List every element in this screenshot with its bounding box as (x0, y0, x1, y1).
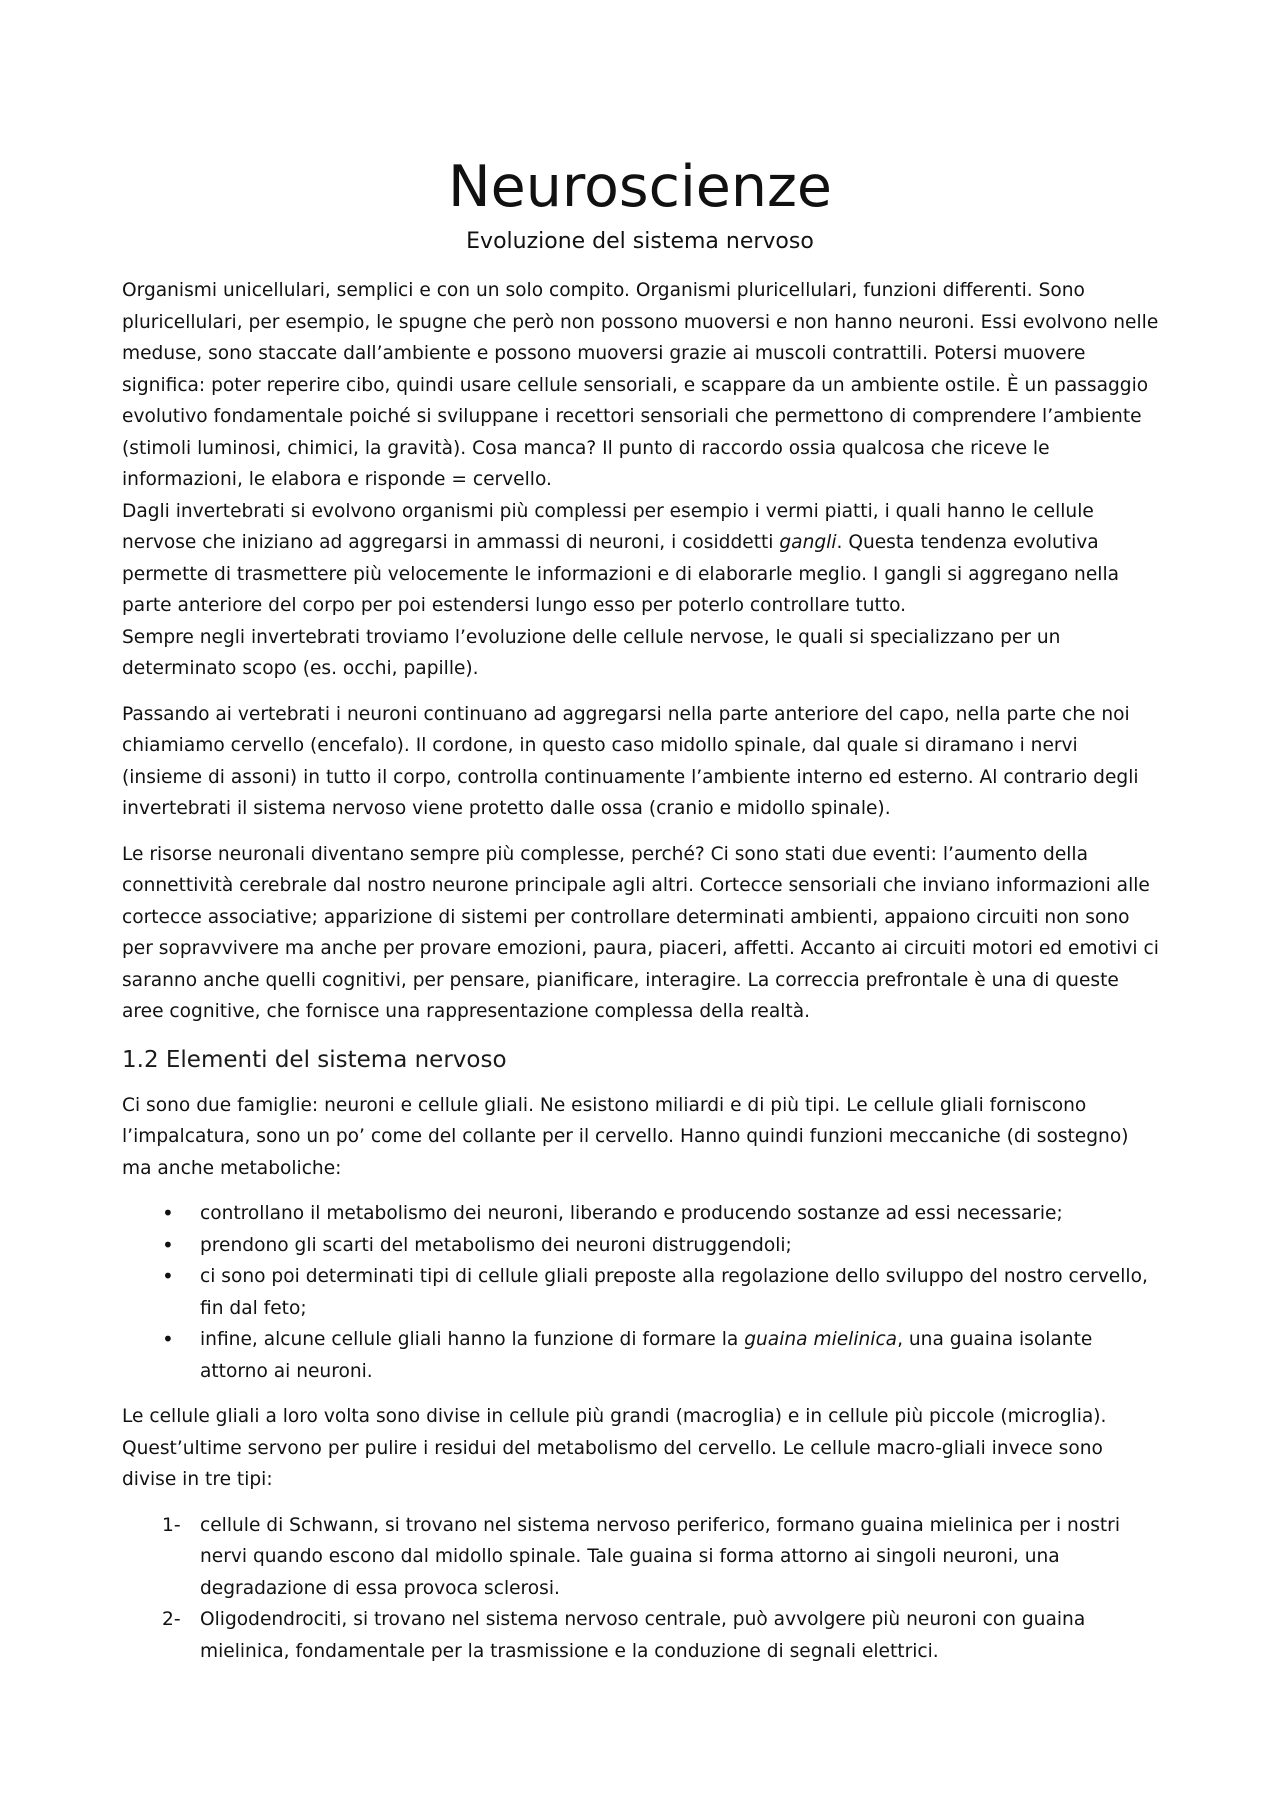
list-item-text: Oligodendrociti, si trovano nel sistema nervoso centrale, può avvolgere più neuroni con guaina mielinica, fondamentale per la trasmissione e la conduzione di segnali elettrici. (200, 1609, 1086, 1662)
list-item-text: prendono gli scarti del metabolismo dei neuroni distruggendoli; (200, 1234, 792, 1256)
list-item-text: controllano il metabolismo dei neuroni, liberando e producendo sostanze ad essi necessarie; (200, 1203, 1063, 1224)
bullet-icon: • (162, 1264, 174, 1288)
paragraph-neural-resources: Le risorse neuronali diventano sempre più complesse, perché? Ci sono stati due eventi: l’aumento della connettività cerebrale dal nostro neurone principale agli altri. Cortecce sensoriali che inviano informazioni alle cortecce associative; apparizione di sistemi per controllare determinati ambienti, appaiono circuiti non sono per sopravvivere ma anche per provare emozioni, paura, piaceri, affetti. Accanto ai circuiti motori ed emotivi ci saranno anche quelli cognitivi, per pensare, pianificare, interagire. La correccia prefrontale è una di queste aree cognitive, che fornisce una rappresentazione complessa della realtà. (122, 843, 1159, 1022)
section-heading: 1.2 Elementi del sistema nervoso (122, 1046, 507, 1073)
paragraph-specialization: Sempre negli invertebrati troviamo l’evoluzione delle cellule nervose, le quali si specializzano per un determinato scopo (es. occhi, papille). (122, 626, 1061, 679)
bullet-icon: • (162, 1327, 174, 1351)
document-body (122, 275, 1162, 1681)
macroglia-types-list (122, 1510, 1162, 1668)
paragraph-invertebrates-text-b: . Questa tendenza evolutiva permette di trasmettere più velocemente le informazioni e di elaborarle meglio. I gangli si aggregano nella parte anteriore del corpo per poi estendersi lungo esso per poterlo controllare tutto. (122, 532, 1119, 616)
bullet-icon: • (162, 1201, 174, 1225)
paragraph-invertebrates (122, 496, 1162, 622)
list-number: 2- (162, 1609, 181, 1630)
paragraph-vertebrates: Passando ai vertebrati i neuroni continuano ad aggregarsi nella parte anteriore del capo, nella parte che noi chiamiamo cervello (encefalo). Il cordone, in questo caso midollo spinale, dal quale si diramano i nervi (insieme di assoni) in tutto il corpo, controlla continuamente l’ambiente interno ed esterno. Al contrario degli invertebrati il sistema nervoso viene protetto dalle ossa (cranio e midollo spinale). (122, 703, 1139, 819)
list-item (122, 1604, 1162, 1667)
list-item-text-b: , una guaina isolante attorno ai neuroni. (200, 1329, 1093, 1382)
paragraph-unicellular: Organismi unicellulari, semplici e con un solo compito. Organismi pluricellulari, funzioni differenti. Sono pluricellulari, per esempio, le spugne che però non possono muoversi e non hanno neuroni. Essi evolvono nelle meduse, sono staccate dall’ambiente e possono muoversi grazie ai muscoli contrattili. Potersi muovere significa: poter reperire cibo, quindi usare cellule sensoriali, e scappare da un ambiente ostile. È un passaggio evolutivo fondamentale poiché si sviluppane i recettori sensoriali che permettono di comprendere l’ambiente (stimoli luminosi, chimici, la gravità). Cosa manca? Il punto di raccordo ossia qualcosa che riceve le informazioni, le elabora e risponde = cervello. (122, 280, 1159, 490)
glial-functions-list (122, 1198, 1162, 1387)
list-item (122, 1198, 1162, 1230)
term-gangli: gangli (779, 532, 837, 553)
paragraph-cell-families: Ci sono due famiglie: neuroni e cellule gliali. Ne esistono miliardi e di più tipi. Le cellule gliali forniscono l’impalcatura, sono un po’ come del collante per il cervello. Hanno quindi funzioni meccaniche (di sostegno) ma anche metaboliche: (122, 1094, 1129, 1179)
bullet-icon: • (162, 1232, 174, 1257)
list-number: 1- (162, 1514, 181, 1536)
list-item-text: ci sono poi determinati tipi di cellule gliali preposte alla regolazione dello sviluppo del nostro cervello, fin dal feto; (200, 1266, 1148, 1319)
list-item-text-a: infine, alcune cellule gliali hanno la funzione di formare la (200, 1329, 745, 1350)
list-item (122, 1230, 1162, 1262)
list-item (122, 1261, 1162, 1324)
document-title: Neuroscienze (448, 154, 832, 220)
list-item (122, 1324, 1162, 1387)
document-subtitle: Evoluzione del sistema nervoso (466, 229, 814, 254)
paragraph-invertebrates-text-a: Dagli invertebrati si evolvono organismi più complessi per esempio i vermi piatti, i quali hanno le cellule nervose che iniziano ad aggregarsi in ammassi di neuroni, i cosiddetti (122, 500, 1094, 553)
term-guaina-mielinica: guaina mielinica (744, 1329, 898, 1350)
list-item (122, 1510, 1162, 1605)
list-item-text: cellule di Schwann, si trovano nel sistema nervoso periferico, formano guaina mielinica per i nostri nervi quando escono dal midollo spinale. Tale guaina si forma attorno ai singoli neuroni, una degradazione di essa provoca sclerosi. (200, 1514, 1120, 1599)
paragraph-glial-division: Le cellule gliali a loro volta sono divise in cellule più grandi (macroglia) e in cellule più piccole (microglia). Quest’ultime servono per pulire i residui del metabolismo del cervello. Le cellule macro-gliali invece sono divise in tre tipi: (122, 1406, 1107, 1490)
